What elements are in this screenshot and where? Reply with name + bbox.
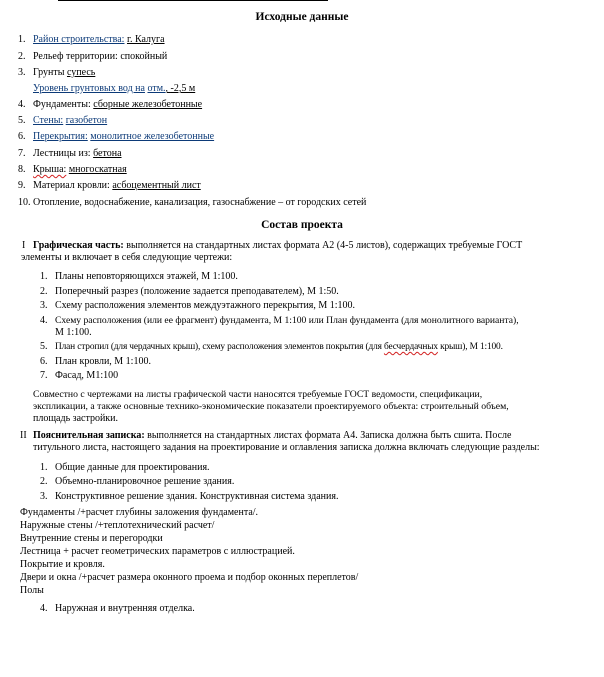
list-number: 10. bbox=[18, 197, 31, 208]
source-item-7 bbox=[33, 148, 122, 160]
section2-title: Пояснительная записка: bbox=[33, 430, 145, 441]
source-item-value: монолитное железобетонные bbox=[90, 131, 215, 142]
drawing-item-7: Фасад, М1:100 bbox=[55, 370, 119, 381]
list-number: 4. bbox=[40, 315, 48, 326]
list-number: 7. bbox=[40, 370, 48, 381]
source-item-label: Район строительства: bbox=[33, 34, 125, 45]
drawing-item-5 bbox=[55, 341, 503, 353]
list-number: 7. bbox=[18, 148, 26, 159]
section1-intro-2: элементы и включает в себя следующие чертежи: bbox=[21, 252, 233, 263]
source-data-heading: Исходные данные bbox=[255, 11, 349, 23]
drawing-item-6: План кровли, М 1:100. bbox=[55, 356, 151, 367]
source-item-value: г. Калуга bbox=[126, 34, 165, 45]
plain-line-6: Двери и окна /+расчет размера оконного проема и подбор оконных переплетов/ bbox=[20, 572, 359, 583]
plain-line-1: Фундаменты /+расчет глубины заложения фундамента/. bbox=[20, 507, 259, 518]
plain-line-7: Полы bbox=[20, 585, 44, 596]
source-item-10: Отопление, водоснабжение, канализация, газоснабжение – от городских сетей bbox=[33, 197, 367, 208]
source-item-8 bbox=[33, 164, 127, 176]
note-item-4: Наружная и внутренняя отделка. bbox=[55, 603, 195, 614]
groundwater-mark: отм. bbox=[147, 83, 166, 94]
source-item-3 bbox=[33, 67, 95, 79]
list-number: 5. bbox=[18, 115, 26, 126]
list-number: 3. bbox=[40, 491, 48, 502]
source-item-4 bbox=[33, 99, 202, 111]
list-number: 1. bbox=[18, 34, 26, 45]
section1-title: Графическая часть: bbox=[33, 240, 124, 251]
list-number: 3. bbox=[18, 67, 26, 78]
source-item-label: Крыша: bbox=[33, 164, 67, 175]
list-number: 5. bbox=[40, 341, 48, 352]
list-number: 1. bbox=[40, 462, 48, 473]
drawing-item-4: Схему расположения (или ее фрагмент) фундамента, М 1:100 или План фундамента (для монолитного варианта), bbox=[55, 315, 519, 326]
list-number: 2. bbox=[18, 51, 26, 62]
top-rule bbox=[58, 0, 328, 1]
misspelled-word: бесчердачных bbox=[383, 342, 438, 352]
drawing-item-1: Планы неповторяющихся этажей, М 1:100. bbox=[55, 271, 238, 282]
plain-line-2: Наружные стены /+теплотехнический расчет/ bbox=[20, 520, 215, 531]
source-item-label: Стены: bbox=[33, 115, 64, 126]
drawing-item-5-text-end: крыш), М 1:100. bbox=[437, 342, 503, 352]
drawing-item-4-cont: М 1:100. bbox=[55, 327, 92, 338]
section-roman: I bbox=[22, 240, 26, 251]
source-item-value: бетона bbox=[93, 148, 122, 159]
source-item-5 bbox=[33, 115, 107, 127]
groundwater-line: Уровень грунтовых вод на отм., -2,5 м bbox=[33, 83, 196, 94]
list-number: 4. bbox=[40, 603, 48, 614]
plain-line-3: Внутренние стены и перегородки bbox=[20, 533, 163, 544]
groundwater-value: -2,5 м bbox=[170, 83, 196, 94]
list-number: 6. bbox=[40, 356, 48, 367]
plain-line-4: Лестница + расчет геометрических параметров с иллюстрацией. bbox=[20, 546, 295, 557]
source-item-value: асбоцементный лист bbox=[112, 180, 201, 191]
section1-intro-text: выполняется на стандартных листах формата А2 (4-5 листов), содержащих требуемые ГОСТ bbox=[123, 240, 523, 251]
drawing-item-2: Поперечный разрез (положение задается преподавателем), М 1:50. bbox=[55, 286, 339, 297]
section2-intro-text: выполняется на стандартных листах формата А4. Записка должна быть сшита. После bbox=[144, 430, 512, 441]
section-roman: II bbox=[20, 430, 27, 441]
list-number: 1. bbox=[40, 271, 48, 282]
source-item-9 bbox=[33, 180, 201, 192]
source-item-value: газобетон bbox=[65, 115, 108, 126]
note-item-3: Конструктивное решение здания. Конструктивная система здания. bbox=[55, 491, 339, 502]
list-number: 2. bbox=[40, 476, 48, 487]
section2-intro bbox=[33, 430, 511, 442]
list-number: 3. bbox=[40, 300, 48, 311]
project-heading: Состав проекта bbox=[261, 219, 343, 231]
list-number: 4. bbox=[18, 99, 26, 110]
list-number: 9. bbox=[18, 180, 26, 191]
section1-note-2: экспликации, а также основные технико-экономические показатели проектируемого объекта: строительный объем, bbox=[33, 401, 509, 412]
plain-line-5: Покрытие и кровля. bbox=[20, 559, 105, 570]
note-item-2: Объемно-планировочное решение здания. bbox=[55, 476, 235, 487]
drawing-item-3: Схему расположения элементов междуэтажного перекрытия, М 1:100. bbox=[55, 300, 356, 311]
source-item-label: Перекрытия: bbox=[33, 131, 88, 142]
source-item-2 bbox=[33, 51, 167, 63]
section1-note-1: Совместно с чертежами на листы графической части наносятся требуемые ГОСТ ведомости, спецификации, bbox=[33, 389, 483, 400]
groundwater-label: Уровень грунтовых вод на bbox=[33, 83, 145, 94]
section2-intro-2: титульного листа, настоящего задания на проектирование и оглавления записка должна включать следующие разделы: bbox=[33, 442, 540, 453]
source-item-value: спокойный bbox=[120, 51, 168, 62]
source-item-label: Рельеф территории: bbox=[33, 51, 118, 62]
list-number: 2. bbox=[40, 286, 48, 297]
drawing-item-5-text: План стропил (для чердачных крыш), схему расположения элементов покрытия (для bbox=[55, 342, 384, 352]
source-item-value: многоскатная bbox=[68, 164, 127, 175]
note-item-1: Общие данные для проектирования. bbox=[55, 462, 210, 473]
source-item-label: Материал кровли: bbox=[33, 180, 110, 191]
list-number: 8. bbox=[18, 164, 26, 175]
section1-intro bbox=[33, 240, 522, 252]
list-number: 6. bbox=[18, 131, 26, 142]
source-item-value: сборные железобетонные bbox=[93, 99, 203, 110]
source-item-label: Грунты bbox=[33, 67, 65, 78]
section1-note-3: площадь застройки. bbox=[33, 413, 119, 424]
source-item-1 bbox=[33, 34, 165, 46]
source-item-label: Лестницы из: bbox=[33, 148, 91, 159]
source-item-6 bbox=[33, 131, 214, 143]
source-item-value: супесь bbox=[66, 67, 96, 78]
source-item-label: Фундаменты: bbox=[33, 99, 91, 110]
